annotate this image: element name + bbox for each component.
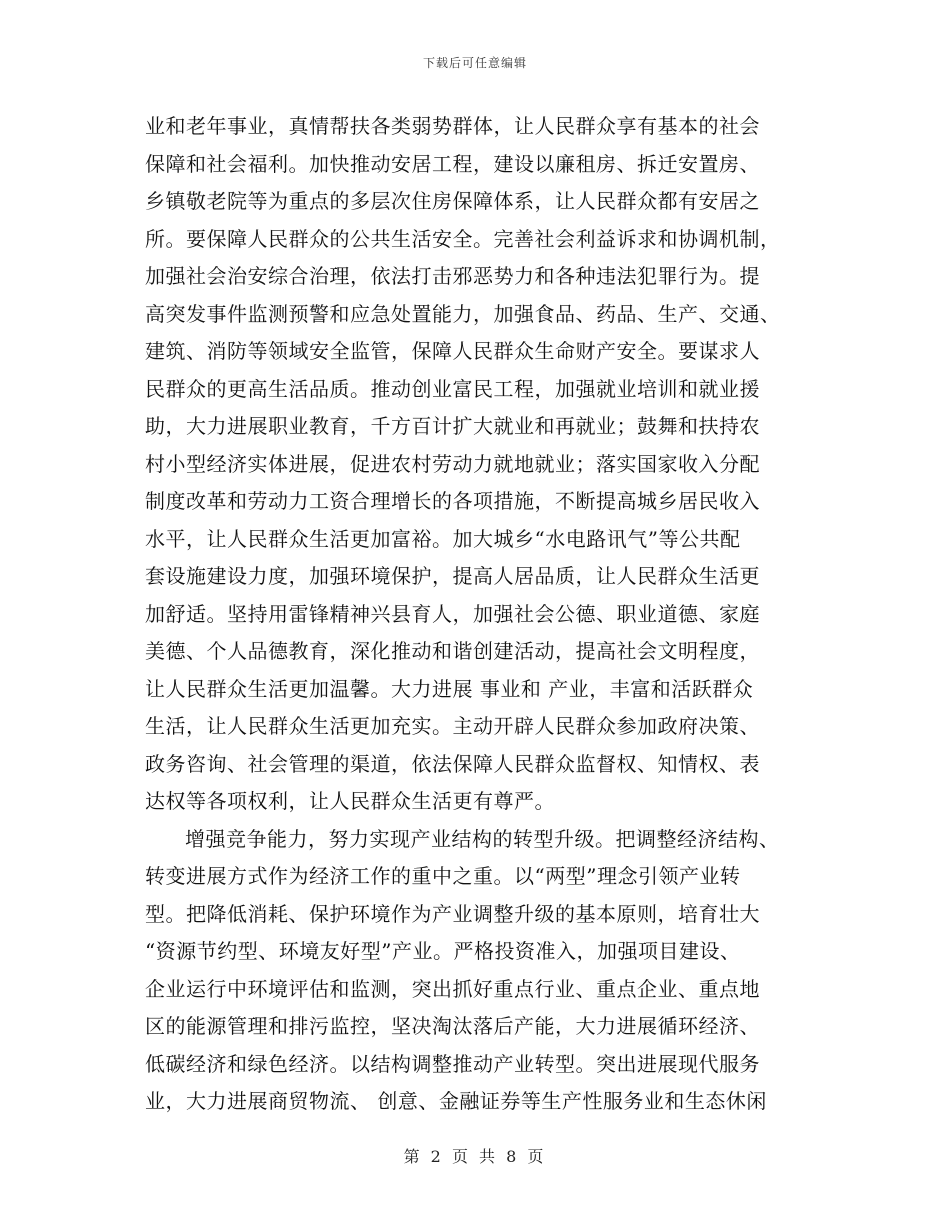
paragraph-start-line: 增强竞争能力，努力实现产业结构的转型升级。把调整经济结构、	[185, 826, 780, 851]
text-line: 村小型经济实体进展，促进农村劳动力就地就业；落实国家收入分配	[145, 451, 760, 476]
text-line: 区的能源管理和排污监控，坚决淘汰落后产能，大力进展循环经济、	[145, 1014, 760, 1038]
text-line: 政务咨询、社会管理的渠道，依法保障人民群众监督权、知情权、表	[145, 751, 760, 776]
text-line: 低碳经济和绿色经济。以结构调整推动产业转型。突出进展现代服务	[145, 1051, 760, 1076]
header-note: 下载后可任意编辑	[422, 56, 527, 70]
text-line: 民群众的更高生活品质。推动创业富民工程，加强就业培训和就业援	[145, 376, 760, 401]
text-line: 水平，让人民群众生活更加富裕。加大城乡“水电路讯气”等公共配	[145, 526, 741, 551]
text-line: 套设施建设力度，加强环境保护，提高人居品质，让人民群众生活更	[145, 564, 760, 588]
text-line: 所。要保障人民群众的公共生活安全。完善社会利益诉求和协调机制，	[145, 226, 781, 251]
page-number: 第 2 页 共 8 页	[403, 1147, 547, 1166]
text-line: 高突发事件监测预警和应急处置能力，加强食品、药品、生产、交通、	[145, 301, 781, 326]
text-line: 业和老年事业，真情帮扶各类弱势群体，让人民群众享有基本的社会	[145, 114, 760, 138]
text-line: 乡镇敬老院等为重点的多层次住房保障体系，让人民群众都有安居之	[145, 189, 760, 213]
text-line: 转变进展方式作为经济工作的重中之重。以“两型”理念引领产业转	[145, 864, 741, 888]
text-line: 建筑、消防等领域安全监管，保障人民群众生命财产安全。要谋求人	[145, 339, 760, 363]
text-line: 生活，让人民群众生活更加充实。主动开辟人民群众参加政府决策、	[145, 714, 760, 738]
body-text	[145, 108, 807, 1121]
text-line: 加舒适。坚持用雷锋精神兴县育人，加强社会公德、职业道德、家庭	[145, 601, 760, 626]
text-line: 业，大力进展商贸物流、 创意、金融证券等生产性服务业和生态休闲	[145, 1089, 767, 1113]
text-line: 保障和社会福利。加快推动安居工程，建设以廉租房、拆迁安置房、	[145, 151, 760, 176]
text-line: 达权等各项权利，让人民群众生活更有尊严。	[145, 789, 555, 813]
text-line: 型。把降低消耗、保护环境作为产业调整升级的基本原则，培育壮大	[145, 901, 760, 926]
text-line: 美德、个人品德教育，深化推动和谐创建活动，提高社会文明程度，	[145, 639, 760, 663]
text-line: 让人民群众生活更加温馨。大力进展 事业和 产业，丰富和活跃群众	[145, 676, 754, 701]
text-line: 助，大力进展职业教育，千方百计扩大就业和再就业；鼓舞和扶持农	[145, 414, 760, 438]
text-line: 加强社会治安综合治理，依法打击邪恶势力和各种违法犯罪行为。提	[145, 264, 760, 288]
text-line: “资源节约型、环境友好型”产业。严格投资准入，加强项目建设、	[145, 939, 741, 963]
text-line: 企业运行中环境评估和监测，突出抓好重点行业、重点企业、重点地	[145, 976, 760, 1001]
text-line: 制度改革和劳动力工资合理增长的各项措施，不断提高城乡居民收入	[145, 489, 760, 513]
